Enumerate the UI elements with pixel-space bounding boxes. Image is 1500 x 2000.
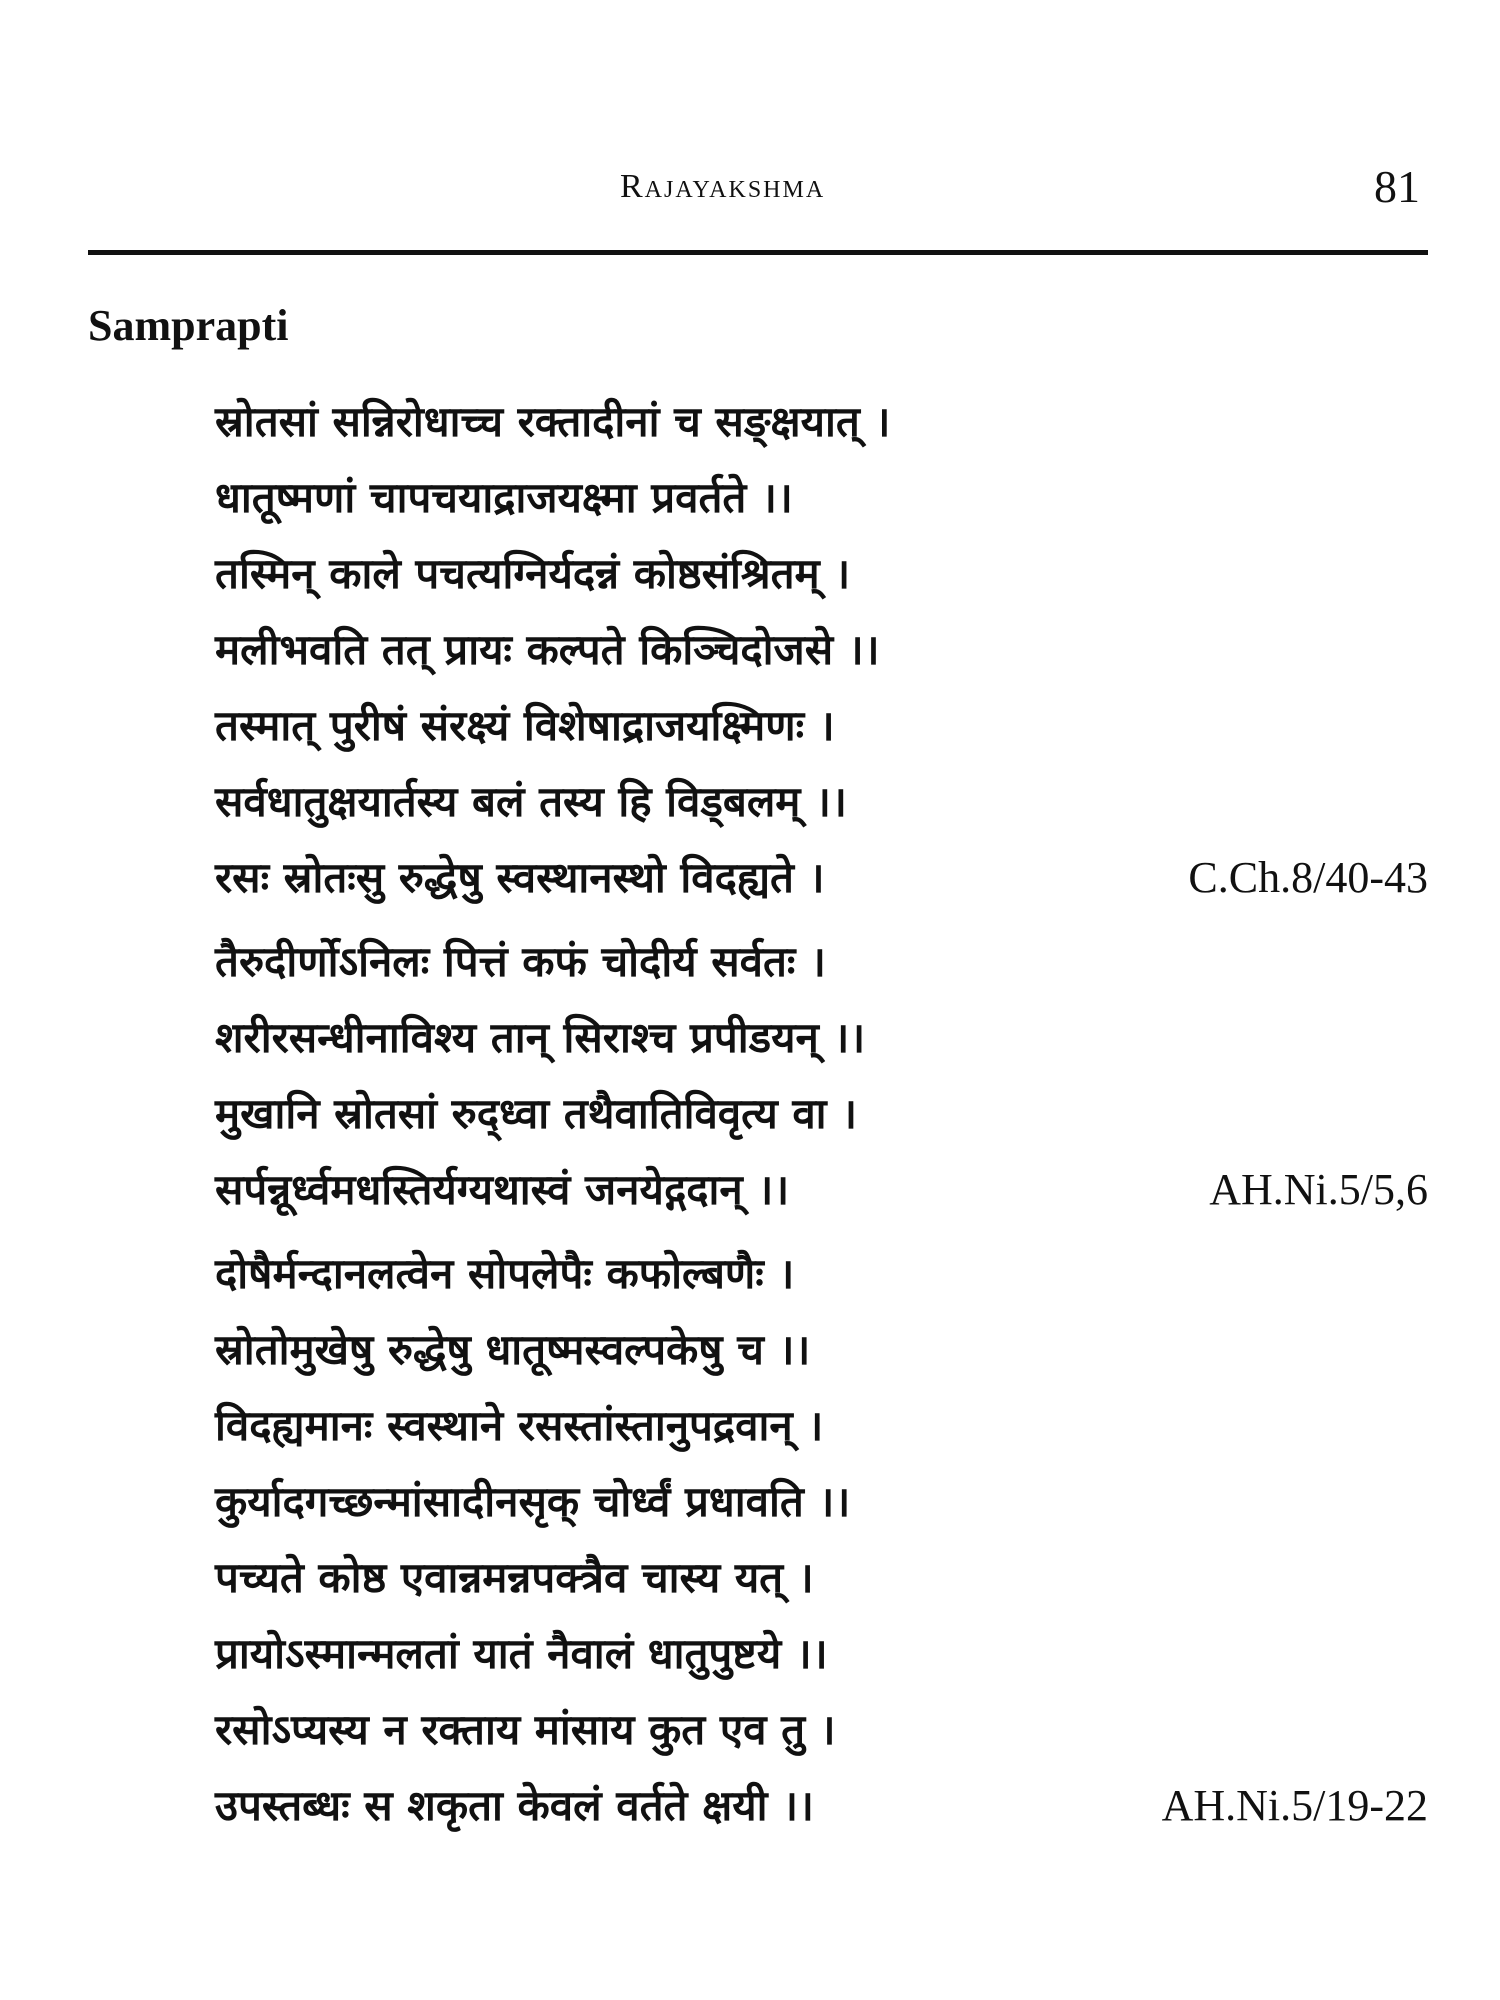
verse-reference: C.Ch.8/40-43	[1188, 853, 1428, 902]
verse-text: कुर्यादगच्छन्मांसादीनसृक् चोर्ध्वं प्रधावति ।।	[215, 1477, 851, 1526]
verse-text: उपस्तब्धः स शकृता केवलं वर्तते क्षयी ।।	[215, 1781, 814, 1830]
verse-line	[0, 930, 1500, 1006]
verse-line	[0, 694, 1500, 770]
verse-block	[0, 390, 1500, 1850]
verse-text: सर्वधातुक्षयार्तस्य बलं तस्य हि विड्बलम् ।।	[215, 777, 847, 826]
verse-line	[0, 1698, 1500, 1774]
verse-line	[0, 1470, 1500, 1546]
verse-reference: AH.Ni.5/19-22	[1161, 1781, 1428, 1830]
verse-line	[0, 1082, 1500, 1158]
verse-line	[0, 1318, 1500, 1394]
verse-line	[0, 846, 1500, 922]
section-heading: Samprapti	[88, 301, 289, 350]
running-head	[0, 150, 1500, 210]
verse-line	[0, 618, 1500, 694]
verse-text: तैरुदीर्णोऽनिलः पित्तं कफं चोदीर्य सर्वतः ।	[215, 937, 826, 986]
header-rule	[88, 250, 1428, 255]
verse-text: धातूष्मणां चापचयाद्राजयक्ष्मा प्रवर्तते ।।	[215, 473, 793, 522]
verse-line	[0, 542, 1500, 618]
verse-line	[0, 1394, 1500, 1470]
verse-line	[0, 1006, 1500, 1082]
verse-line	[0, 390, 1500, 466]
verse-text: तस्मात् पुरीषं संरक्ष्यं विशेषाद्राजयक्ष्मिणः ।	[215, 701, 835, 750]
verse-text: प्रायोऽस्मान्मलतां यातं नैवालं धातुपुष्टये ।।	[215, 1629, 828, 1678]
running-title: Rajayakshma	[620, 168, 826, 205]
verse-line	[0, 1622, 1500, 1698]
verse-line	[0, 466, 1500, 542]
verse-text: स्रोतोमुखेषु रुद्धेषु धातूष्मस्वल्पकेषु च ।।	[215, 1325, 811, 1374]
verse-text: स्रोतसां सन्निरोधाच्च रक्तादीनां च सङ्क्षयात् ।	[215, 397, 891, 446]
verse-reference: AH.Ni.5/5,6	[1209, 1165, 1428, 1214]
verse-text: तस्मिन् काले पचत्यग्निर्यदन्नं कोष्ठसंश्रितम् ।	[215, 549, 851, 598]
verse-line	[0, 1158, 1500, 1234]
verse-line	[0, 1242, 1500, 1318]
verse-text: शरीरसन्धीनाविश्य तान् सिराश्च प्रपीडयन् ।।	[215, 1013, 866, 1062]
verse-text: सर्पन्नूर्ध्वमधस्तिर्यग्यथास्वं जनयेद्गदान् ।।	[215, 1165, 790, 1214]
verse-text: रसः स्रोतःसु रुद्धेषु स्वस्थानस्थो विदह्यते ।	[215, 853, 825, 902]
verse-text: पच्यते कोष्ठ एवान्नमन्नपक्त्रैव चास्य यत् ।	[215, 1553, 814, 1602]
verse-text: रसोऽप्यस्य न रक्ताय मांसाय कुत एव तु ।	[215, 1705, 836, 1754]
verse-text: दोषैर्मन्दानलत्वेन सोपलेपैः कफोल्बणैः ।	[215, 1249, 795, 1298]
verse-line	[0, 1774, 1500, 1850]
verse-text: मुखानि स्रोतसां रुद्ध्वा तथैवातिविवृत्य वा ।	[215, 1089, 858, 1138]
verse-text: विदह्यमानः स्वस्थाने रसस्तांस्तानुपद्रवान् ।	[215, 1401, 824, 1450]
verse-line	[0, 1546, 1500, 1622]
verse-line	[0, 770, 1500, 846]
verse-text: मलीभवति तत् प्रायः कल्पते किञ्चिदोजसे ।।	[215, 625, 880, 674]
page-number: 81	[1374, 161, 1420, 212]
